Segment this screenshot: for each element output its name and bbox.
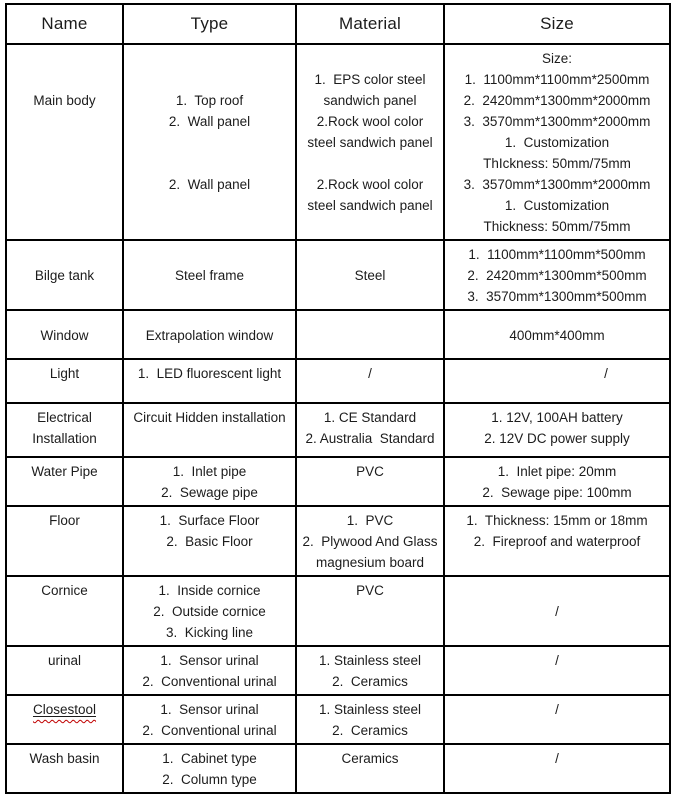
size-text-line: 2. Sewage pipe: 100mm	[482, 485, 632, 500]
type-text-line: 1. Surface Floor	[159, 513, 260, 528]
window-name-cell	[6, 310, 123, 359]
table-row-cornice	[6, 576, 670, 646]
light-size-cell	[444, 359, 670, 403]
name-text-line: Window	[40, 327, 89, 343]
light-type-cell	[123, 359, 296, 403]
size-text-line: 1. 1100mm*1100mm*500mm	[468, 247, 646, 262]
size-text-line: 1. 12V, 100AH battery	[491, 410, 623, 425]
water-pipe-material-cell	[296, 457, 444, 506]
size-text-line: ThIckness: 50mm/75mm	[483, 156, 631, 171]
table-row-urinal	[6, 646, 670, 695]
floor-size-cell	[444, 506, 670, 576]
size-text-line: /	[555, 751, 559, 766]
size-text-line: Thickness: 50mm/75mm	[483, 219, 631, 234]
size-text-line: 2. 2420mm*1300mm*2000mm	[463, 93, 651, 108]
size-text-line: /	[555, 702, 559, 717]
wash-basin-material-cell	[296, 744, 444, 793]
name-text-line: Main body	[33, 93, 96, 108]
column-header-name: Name	[6, 4, 123, 44]
window-type-cell	[123, 310, 296, 359]
size-text-line: 2. 12V DC power supply	[484, 431, 630, 446]
table-row-bilge-tank	[6, 240, 670, 310]
material-text-line: 2. Ceramics	[332, 674, 408, 689]
cornice-size-cell	[444, 576, 670, 646]
wash-basin-name-cell	[6, 744, 123, 793]
material-text-line: 2. Plywood And Glass	[302, 534, 438, 549]
table-row-electrical-installation	[6, 403, 670, 457]
light-name-cell	[6, 359, 123, 403]
light-material-cell	[296, 359, 444, 403]
table-body	[6, 44, 670, 793]
type-text-line	[126, 48, 293, 69]
table-row-closestool	[6, 695, 670, 744]
cornice-material-cell	[296, 576, 444, 646]
size-text-line: 1. Inlet pipe: 20mm	[497, 464, 617, 479]
electrical-installation-size-cell	[444, 403, 670, 457]
size-text-line: 3. 3570mm*1300mm*2000mm	[463, 114, 651, 129]
table-row-light	[6, 359, 670, 403]
size-text-line: 2. Fireproof and waterproof	[473, 534, 641, 549]
material-text-line: sandwich panel	[323, 93, 417, 108]
type-text-line: 2. Conventional urinal	[142, 723, 277, 738]
main-body-type-cell	[123, 44, 296, 240]
material-text-line	[299, 325, 441, 346]
name-text-line: urinal	[47, 653, 82, 668]
type-text-line: 1. Sensor urinal	[160, 653, 259, 668]
material-text-line: 2.Rock wool color	[316, 177, 424, 192]
material-text-line: 1. Stainless steel	[318, 702, 422, 717]
material-text-line: 1. PVC	[346, 513, 394, 528]
size-text-line: 1. Customization	[504, 198, 610, 213]
water-pipe-name-cell	[6, 457, 123, 506]
material-text-line: 2.Rock wool color	[316, 114, 424, 129]
table-row-floor	[6, 506, 670, 576]
table-row-water-pipe	[6, 457, 670, 506]
specification-table	[5, 3, 671, 794]
main-body-material-cell	[296, 44, 444, 240]
floor-name-cell	[6, 506, 123, 576]
type-text-line: 2. Basic Floor	[166, 534, 253, 549]
name-text-line	[9, 699, 120, 720]
window-material-cell	[296, 310, 444, 359]
type-text-line: 2. Sewage pipe	[161, 485, 258, 500]
size-text-line: /	[555, 653, 559, 668]
bilge-tank-name-cell	[6, 240, 123, 310]
bilge-tank-size-cell	[444, 240, 670, 310]
size-text-line: 400mm*400mm	[509, 327, 605, 343]
material-text-line: magnesium board	[315, 555, 425, 570]
urinal-size-cell	[444, 646, 670, 695]
type-text-line: 3. Kicking line	[165, 625, 254, 640]
main-body-size-cell	[444, 44, 670, 240]
material-text-line: 2. Ceramics	[332, 723, 408, 738]
material-text-line	[299, 153, 441, 174]
underlined-text: Closestool	[32, 702, 97, 717]
table-row-wash-basin	[6, 744, 670, 793]
material-text-line: steel sandwich panel	[307, 198, 433, 213]
type-text-line	[126, 132, 293, 153]
type-text-line: 2. Column type	[162, 772, 257, 787]
wash-basin-type-cell	[123, 744, 296, 793]
material-text-line: 2. Australia Standard	[305, 431, 435, 446]
bilge-tank-material-cell	[296, 240, 444, 310]
material-text-line: Ceramics	[341, 751, 399, 766]
type-text-line: 1. Cabinet type	[162, 751, 257, 766]
material-text-line: Steel	[354, 268, 386, 283]
electrical-installation-type-cell	[123, 403, 296, 457]
size-text-line: /	[604, 366, 608, 381]
type-text-line: 2. Wall panel	[168, 177, 251, 192]
size-text-line: 3. 3570mm*1300mm*500mm	[467, 289, 647, 304]
closestool-name-cell	[6, 695, 123, 744]
type-text-line	[126, 69, 293, 90]
size-text-line: 1. Customization	[504, 135, 610, 150]
type-text-line: 1. Inside cornice	[158, 583, 261, 598]
size-text-line: /	[555, 604, 559, 619]
name-text-line	[9, 48, 120, 69]
type-text-line: Steel frame	[174, 268, 245, 283]
type-text-line: Circuit Hidden installation	[133, 410, 286, 425]
urinal-name-cell	[6, 646, 123, 695]
electrical-installation-name-cell	[6, 403, 123, 457]
table-row-main-body	[6, 44, 670, 240]
name-text-line: Electrical	[37, 410, 92, 425]
material-text-line: steel sandwich panel	[307, 135, 433, 150]
window-size-cell	[444, 310, 670, 359]
electrical-installation-material-cell	[296, 403, 444, 457]
column-header-size: Size	[444, 4, 670, 44]
size-text-line: 3. 3570mm*1300mm*2000mm	[463, 177, 651, 192]
floor-type-cell	[123, 506, 296, 576]
type-text-line: 2. Wall panel	[168, 114, 251, 129]
name-text-line: Installation	[32, 431, 97, 446]
material-text-line: 1. EPS color steel	[314, 72, 426, 87]
name-text-line: Wash basin	[29, 751, 100, 766]
type-text-line: 1. LED fluorescent light	[137, 366, 282, 381]
size-text-line: 2. 2420mm*1300mm*500mm	[467, 268, 647, 283]
bilge-tank-type-cell	[123, 240, 296, 310]
table-header-row	[6, 4, 670, 44]
closestool-material-cell	[296, 695, 444, 744]
spellcheck-wavy-underline	[33, 702, 96, 717]
type-text-line: 1. Inlet pipe	[172, 464, 247, 479]
type-text-line: 1. Top roof	[175, 93, 244, 108]
type-text-line: 2. Conventional urinal	[142, 674, 277, 689]
material-text-line: 1. Stainless steel	[318, 653, 422, 668]
cornice-name-cell	[6, 576, 123, 646]
name-text-line: Light	[49, 366, 80, 381]
name-text-line: Floor	[49, 513, 80, 528]
type-text-line	[126, 153, 293, 174]
column-header-material: Material	[296, 4, 444, 44]
floor-material-cell	[296, 506, 444, 576]
size-text-line: 1. Thickness: 15mm or 18mm	[466, 513, 648, 528]
type-text-line: 1. Sensor urinal	[160, 702, 259, 717]
size-text-line: 1. 1100mm*1100mm*2500mm	[464, 72, 650, 87]
column-header-type: Type	[123, 4, 296, 44]
cornice-type-cell	[123, 576, 296, 646]
wash-basin-size-cell	[444, 744, 670, 793]
type-text-line: Extrapolation window	[145, 327, 274, 343]
name-text-line: Cornice	[41, 583, 88, 598]
type-text-line: 2. Outside cornice	[153, 604, 266, 619]
material-text-line: PVC	[356, 583, 384, 598]
material-text-line: /	[368, 366, 372, 381]
main-body-name-cell	[6, 44, 123, 240]
water-pipe-size-cell	[444, 457, 670, 506]
water-pipe-type-cell	[123, 457, 296, 506]
urinal-type-cell	[123, 646, 296, 695]
material-text-line	[299, 48, 441, 69]
table-row-window	[6, 310, 670, 359]
name-text-line: Bilge tank	[34, 268, 95, 283]
closestool-type-cell	[123, 695, 296, 744]
material-text-line: PVC	[356, 464, 384, 479]
size-text-line: Size:	[541, 51, 572, 66]
name-text-line	[9, 69, 120, 90]
closestool-size-cell	[444, 695, 670, 744]
material-text-line: 1. CE Standard	[323, 410, 417, 425]
urinal-material-cell	[296, 646, 444, 695]
name-text-line: Water Pipe	[31, 464, 98, 479]
